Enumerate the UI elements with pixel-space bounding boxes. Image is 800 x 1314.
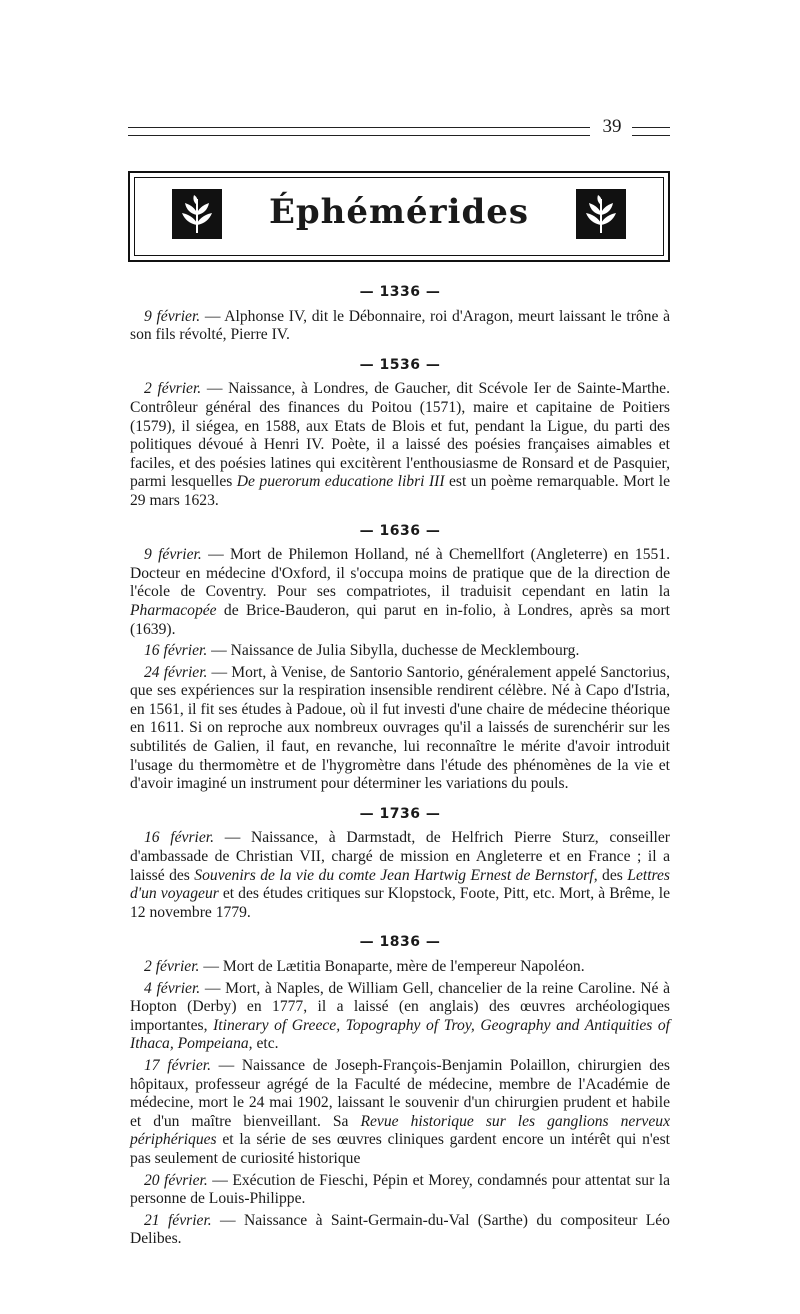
- entry-text: — Mort, à Naples, de William Gell, chancelier de la reine Caroline. Né à Hopton (Derby) en 1777, il a laissé (en anglais) des œuvres archéologiques importantes,: [130, 979, 670, 1034]
- laurel-ornament-icon: [576, 189, 626, 239]
- year-heading: — 1336 —: [359, 284, 441, 300]
- section-1836: [130, 933, 670, 1249]
- entry-date: 24 février.: [144, 663, 208, 681]
- ephemerides-content: [130, 283, 670, 1260]
- entry: [130, 380, 670, 510]
- entry-date: 16 février.: [144, 829, 215, 847]
- section-1536: [130, 356, 670, 511]
- entry-date: 4 février.: [144, 979, 201, 997]
- entry-text: — Alphonse IV, dit le Débonnaire, roi d'Aragon, meurt laissant le trône à son fils révolté, Pierre IV.: [130, 307, 670, 344]
- entry-text: — Naissance, à Londres, de Gaucher, dit Scévole Ier de Sainte-Marthe. Contrôleur général des finances du Poitou (1571), maire et capitaine de Poitiers (1579), il siégea, en 1588, aux Etats de Blois et fut, pendant la Ligue, du parti des politiques dévoué à Henri IV. Poète, il a laissé des poésies françaises aimables et faciles, et des poésies latines qui excitèrent l'enthousiasme de Ronsard et de Pasquier, parmi lesquelles: [130, 380, 670, 491]
- entry-date: 17 février.: [144, 1056, 211, 1074]
- entry-text: de Brice-Bauderon, qui parut en in-folio, à Londres, après sa mort (1639).: [130, 601, 670, 638]
- entry-text: — Naissance de Julia Sibylla, duchesse de Mecklembourg.: [207, 642, 580, 660]
- section-1336: [130, 283, 670, 345]
- entry-date: 9 février.: [144, 307, 201, 325]
- entry-title-italic: Pharmacopée: [130, 601, 217, 619]
- entry-text: — Mort, à Venise, de Santorio Santorio, généralement appelé Sanctorius, que ses expériences sur la respiration insensible rendirent célèbre. Né à Capo d'Istria, en 1561, il fit ses études à Padoue, où il fut investi d'une chaire de médecine théorique en 1611. Si on reproche aux nombreux ouvrages qu'il a laissés de surenchérir sur les subtilités de Galien, il faut, en revanche, lui reconnaître le mérite d'avoir introduit l'usage du thermomètre et de l'hygromètre dans l'étude des phénomènes de la vie et d'avoir imaginé un instrument pour déterminer les variations du pouls.: [130, 663, 670, 793]
- entry-title-italic: Itinerary of Greece, Topography of Troy, Geography and Antiquities of Ithaca, Pompeiana,: [130, 1016, 670, 1053]
- entry: [130, 958, 670, 977]
- entry-text: — Exécution de Fieschi, Pépin et Morey, condamnés pour attentat sur la personne de Louis-Philippe.: [130, 1171, 670, 1208]
- entry-text: et la série de ses œuvres cliniques gardent encore un intérêt qui n'est pas seulement de curiosité historique: [130, 1131, 670, 1167]
- entry-date: 2 février.: [144, 958, 200, 975]
- entry-text: — Naissance, à Darmstadt, de Helfrich Pierre Sturz, conseiller d'ambassade de Christian VII, chargé de mission en Angleterre et en France ; il a laissé des: [130, 829, 670, 884]
- entry-text: — Naissance à Saint-Germain-du-Val (Sarthe) du compositeur Léo Delibes.: [130, 1211, 670, 1248]
- entry-date: 21 février.: [144, 1211, 212, 1229]
- year-heading: — 1636 —: [359, 522, 441, 539]
- entry: [130, 546, 670, 639]
- year-heading: — 1836 —: [359, 934, 441, 951]
- section-1636: [130, 522, 670, 794]
- entry-text: — Mort de Philemon Holland, né à Chemellfort (Angleterre) en 1551. Docteur en médecine d'Oxford, il s'occupa moins de pratique que de la direction de l'école de Coventry. Pour ses compatriotes, il traduisit cependant en latin la: [130, 546, 670, 601]
- entry-text: etc.: [252, 1035, 279, 1053]
- entry-text: — Naissance de Joseph-François-Benjamin Polaillon, chirurgien des hôpitaux, professeur agrégé de la Faculté de médecine, membre de l'Académie de médecine, mort le 24 mai 1902, laissant le souvenir d'un chirurgien prudent et habile et d'un maître bienveillant. Sa: [130, 1056, 671, 1130]
- title-box: [128, 171, 670, 262]
- entry-title-italic: De puerorum educatione libri III: [236, 473, 445, 491]
- header-rule-right: [632, 127, 670, 136]
- entry-date: 9 février.: [144, 546, 202, 564]
- entry: [130, 664, 670, 794]
- entry-title-italic: Revue historique sur les ganglions nerveux périphériques: [130, 1112, 670, 1149]
- entry: [130, 1172, 670, 1209]
- page-title: Éphémérides: [268, 192, 530, 232]
- entry-text: des: [597, 866, 628, 884]
- entry-date: 2 février.: [144, 380, 202, 398]
- entry-text: et des études critiques sur Klopstock, Foote, Pitt, etc. Mort, à Brême, le 12 novembre 1779.: [130, 885, 670, 921]
- entry-date: 16 février.: [144, 642, 208, 660]
- entry: [130, 1212, 670, 1249]
- entry: [130, 308, 670, 345]
- year-heading: — 1536 —: [359, 356, 441, 373]
- section-1736: [130, 805, 670, 923]
- entry-title-italic: Lettres d'un voyageur: [130, 866, 671, 903]
- entry-text: est un poème remarquable. Mort le 29 mars 1623.: [130, 473, 670, 509]
- entry: [130, 829, 670, 922]
- entry: [130, 1057, 670, 1169]
- page-number: 39: [602, 116, 622, 137]
- year-heading: — 1736 —: [359, 805, 441, 822]
- entry-title-italic: Souvenirs de la vie du comte Jean Hartwig Ernest de Bernstorf,: [194, 866, 598, 884]
- header-rule-left: [128, 127, 590, 136]
- entry: [130, 980, 670, 1054]
- entry-text: — Mort de Lætitia Bonaparte, mère de l'empereur Napoléon.: [199, 958, 585, 975]
- entry-date: 20 février.: [144, 1171, 208, 1189]
- entry: [130, 642, 670, 661]
